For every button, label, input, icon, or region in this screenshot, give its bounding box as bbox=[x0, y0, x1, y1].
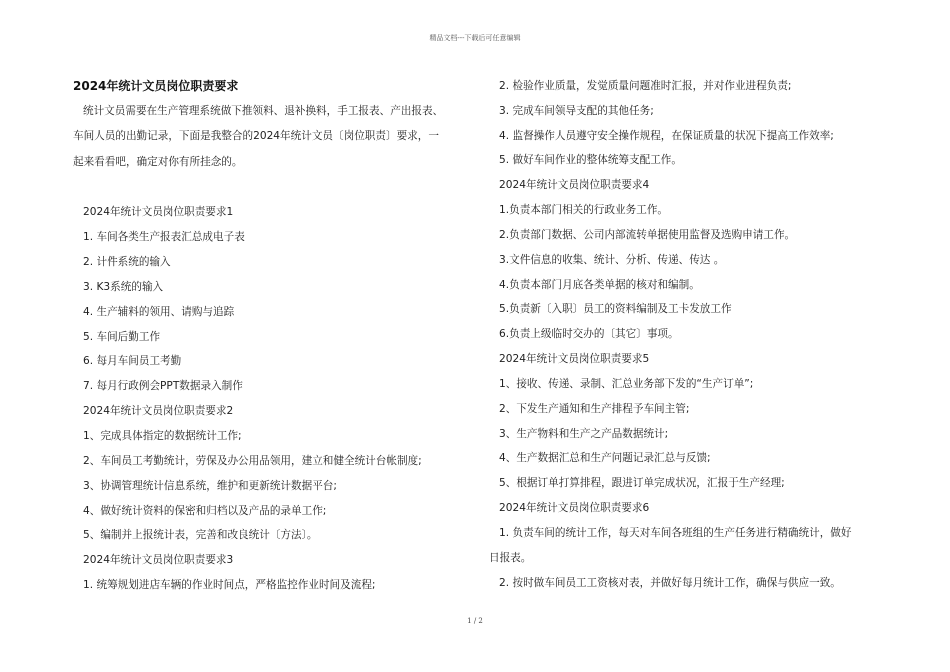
list-item: 2. 按时做车间员工工资核对表，并做好每月统计工作，确保与供应一致。 bbox=[499, 577, 841, 589]
section-heading-3: 2024年统计文员岗位职责要求3 bbox=[83, 554, 234, 566]
list-item: 2. 计件系统的输入 bbox=[83, 256, 171, 268]
list-item: 4、生产数据汇总和生产问题记录汇总与反馈; bbox=[499, 452, 711, 464]
list-item: 1. 负责车间的统计工作，每天对车间各班组的生产任务进行精确统计，做好 bbox=[499, 527, 852, 539]
list-item: 5. 做好车间作业的整体统筹支配工作。 bbox=[499, 154, 682, 166]
list-item: 5.负责新〔入职〕员工的资料编制及工卡发放工作 bbox=[499, 303, 732, 315]
list-item: 5、根据订单打算排程，跟进订单完成状况，汇报于生产经理; bbox=[499, 477, 785, 489]
header-note: 精品文档---下载后可任意编辑 bbox=[429, 34, 521, 42]
list-item: 1、完成具体指定的数据统计工作; bbox=[83, 430, 242, 442]
list-item: 2.负责部门数据、公司内部流转单据使用监督及选购申请工作。 bbox=[499, 229, 796, 241]
list-item: 3. K3系统的输入 bbox=[83, 281, 164, 293]
section-heading-4: 2024年统计文员岗位职责要求4 bbox=[499, 179, 650, 191]
list-item: 4. 监督操作人员遵守安全操作规程，在保证质量的状况下提高工作效率; bbox=[499, 130, 834, 142]
list-item: 3、生产物料和生产之产品数据统计; bbox=[499, 428, 669, 440]
list-item: 3.文件信息的收集、统计、分析、传递、传达 。 bbox=[499, 254, 725, 266]
list-item: 3、协调管理统计信息系统，维护和更新统计数据平台; bbox=[83, 480, 337, 492]
section-heading-5: 2024年统计文员岗位职责要求5 bbox=[499, 353, 650, 365]
list-item: 2、车间员工考勤统计，劳保及办公用品领用，建立和健全统计台帐制度; bbox=[83, 455, 422, 467]
section-heading-2: 2024年统计文员岗位职责要求2 bbox=[83, 405, 234, 417]
list-item: 1.负责本部门相关的行政业务工作。 bbox=[499, 204, 669, 216]
page-number: 1 / 2 bbox=[467, 617, 483, 625]
intro-line-3: 起来看看吧，确定对你有所挂念的。 bbox=[73, 156, 243, 168]
list-item: 3. 完成车间领导支配的其他任务; bbox=[499, 105, 654, 117]
list-item: 4. 生产辅料的领用、请购与追踪 bbox=[83, 306, 235, 318]
section-heading-1: 2024年统计文员岗位职责要求1 bbox=[83, 206, 234, 218]
list-item-continuation: 日报表。 bbox=[489, 552, 532, 564]
list-item: 6. 每月车间员工考勤 bbox=[83, 355, 182, 367]
list-item: 7. 每月行政例会PPT数据录入制作 bbox=[83, 380, 243, 392]
list-item: 4.负责本部门月底各类单据的核对和编制。 bbox=[499, 279, 700, 291]
list-item: 1. 统筹规划进店车辆的作业时间点，严格监控作业时间及流程; bbox=[83, 579, 376, 591]
document-title: 2024年统计文员岗位职责要求 bbox=[73, 79, 239, 93]
intro-line-1: 统计文员需要在生产管理系统做下推领料、退补换料，手工报表、产出报表、 bbox=[83, 105, 444, 117]
list-item: 5、编制并上报统计表，完善和改良统计〔方法〕。 bbox=[83, 529, 318, 541]
list-item: 6.负责上级临时交办的〔其它〕事项。 bbox=[499, 328, 679, 340]
intro-line-2: 车间人员的出勤记录，下面是我整合的2024年统计文员〔岗位职责〕要求，一 bbox=[73, 130, 439, 142]
section-heading-6: 2024年统计文员岗位职责要求6 bbox=[499, 502, 650, 514]
list-item: 2、下发生产通知和生产排程予车间主管; bbox=[499, 403, 690, 415]
list-item: 2. 检验作业质量，发觉质量问题准时汇报，并对作业进程负责; bbox=[499, 80, 792, 92]
list-item: 4、做好统计资料的保密和归档以及产品的录单工作; bbox=[83, 505, 327, 517]
list-item: 5. 车间后勤工作 bbox=[83, 331, 161, 343]
list-item: 1、接收、传递、录制、汇总业务部下发的“生产订单”; bbox=[499, 378, 754, 390]
list-item: 1. 车间各类生产报表汇总成电子表 bbox=[83, 231, 245, 243]
